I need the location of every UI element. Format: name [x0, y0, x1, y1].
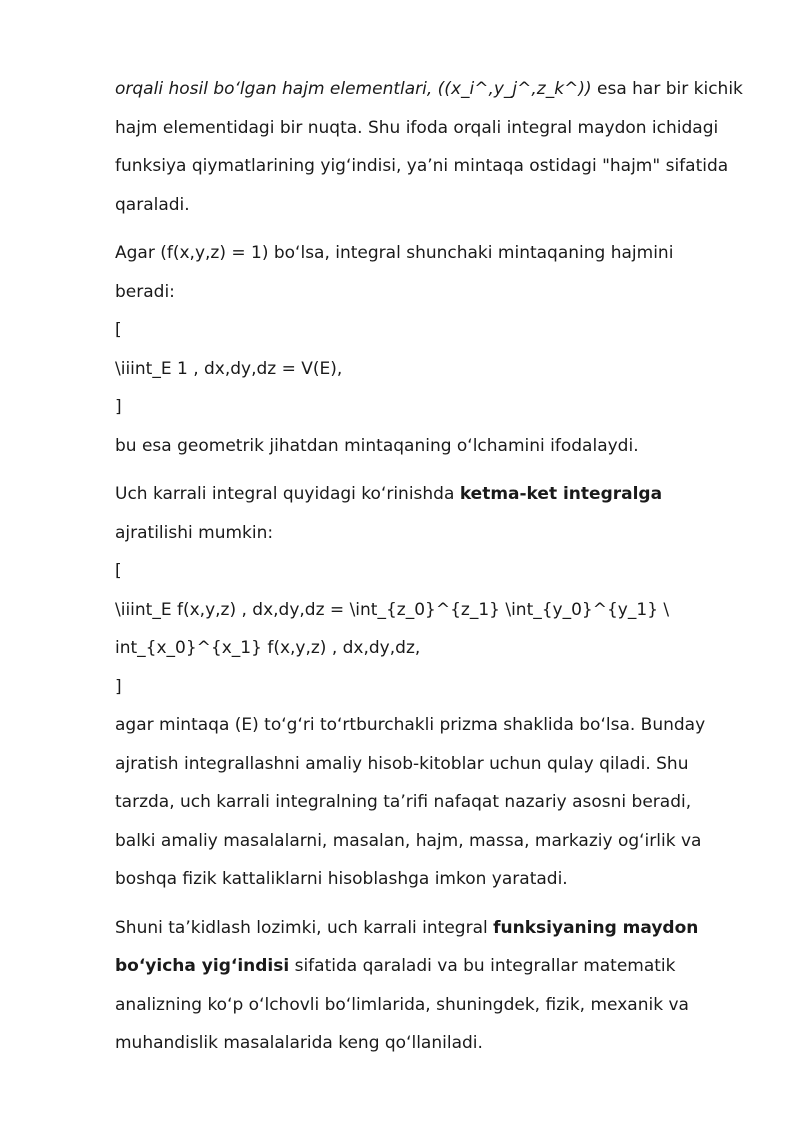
formula-open-bracket: [ — [115, 561, 122, 581]
formula-line: int_{x_0}^{x_1} f(x,y,z) , dx,dy,dz, — [115, 638, 421, 658]
text-line: boshqa fizik kattaliklarni hisoblashga imkon yaratadi. — [115, 869, 568, 889]
italic-phrase: orqali hosil bo‘lgan hajm elementlari, ((x_i^,y_j^,z_k^)) — [115, 79, 592, 99]
text-line: hajm elementidagi bir nuqta. Shu ifoda orqali integral maydon ichidagi — [115, 117, 719, 138]
formula-close-bracket: ] — [115, 397, 122, 417]
text-line — [115, 947, 755, 986]
formula-close-bracket: ] — [115, 676, 122, 697]
text-line: bu esa geometrik jihatdan mintaqaning o‘lchamini ifodalaydi. — [115, 435, 639, 456]
paragraph-volume-elements — [115, 70, 755, 224]
text-line — [115, 909, 755, 948]
text-line — [115, 475, 755, 514]
text-line: funksiya qiymatlarining yig‘indisi, ya’ni mintaqa ostidagi "hajm" sifatida — [115, 156, 729, 176]
text-line: agar mintaqa (E) to‘g‘ri to‘rtburchakli prizma shaklida bo‘lsa. Bunday — [115, 715, 706, 735]
text-line: analizning ko‘p o‘lchovli bo‘limlarida, shuningdek, fizik, mexanik va — [115, 994, 689, 1015]
document-page — [115, 70, 755, 1073]
formula-line: \iiint_E f(x,y,z) , dx,dy,dz = \int_{z_0}^{z_1} \int_{y_0}^{y_1} \ — [115, 599, 670, 620]
text-span: sifatida qaraladi va bu integrallar matematik — [289, 956, 676, 976]
paragraph-unit-function — [115, 234, 755, 465]
text-line: qaraladi. — [115, 194, 190, 215]
text-line: muhandislik masalalarida keng qo‘llaniladi. — [115, 1033, 483, 1053]
text-line: ajratish integrallashni amaliy hisob-kitoblar uchun qulay qiladi. Shu — [115, 753, 689, 774]
formula-open-bracket: [ — [115, 320, 122, 340]
paragraph-iterated-integral — [115, 475, 755, 899]
text-line: ajratilishi mumkin: — [115, 522, 274, 543]
text-span: Uch karrali integral quyidagi ko‘rinishda — [115, 484, 460, 504]
formula-line: \iiint_E 1 , dx,dy,dz = V(E), — [115, 358, 343, 379]
bold-phrase: ketma-ket integralga — [459, 484, 663, 504]
paragraph-conclusion — [115, 909, 755, 1063]
text-line: beradi: — [115, 281, 175, 302]
bold-phrase: funksiyaning maydon — [493, 917, 699, 938]
text-line — [115, 70, 755, 109]
bold-phrase: bo‘yicha yig‘indisi — [115, 956, 290, 976]
text-line: Agar (f(x,y,z) = 1) bo‘lsa, integral shunchaki mintaqaning hajmini — [115, 243, 674, 263]
text-span: esa har bir kichik — [591, 79, 743, 99]
text-span: Shuni ta’kidlash lozimki, uch karrali integral — [115, 917, 494, 938]
text-line: tarzda, uch karrali integralning ta’rifi nafaqat nazariy asosni beradi, — [115, 792, 692, 812]
text-line: balki amaliy masalalarni, masalan, hajm, massa, markaziy og‘irlik va — [115, 830, 702, 851]
